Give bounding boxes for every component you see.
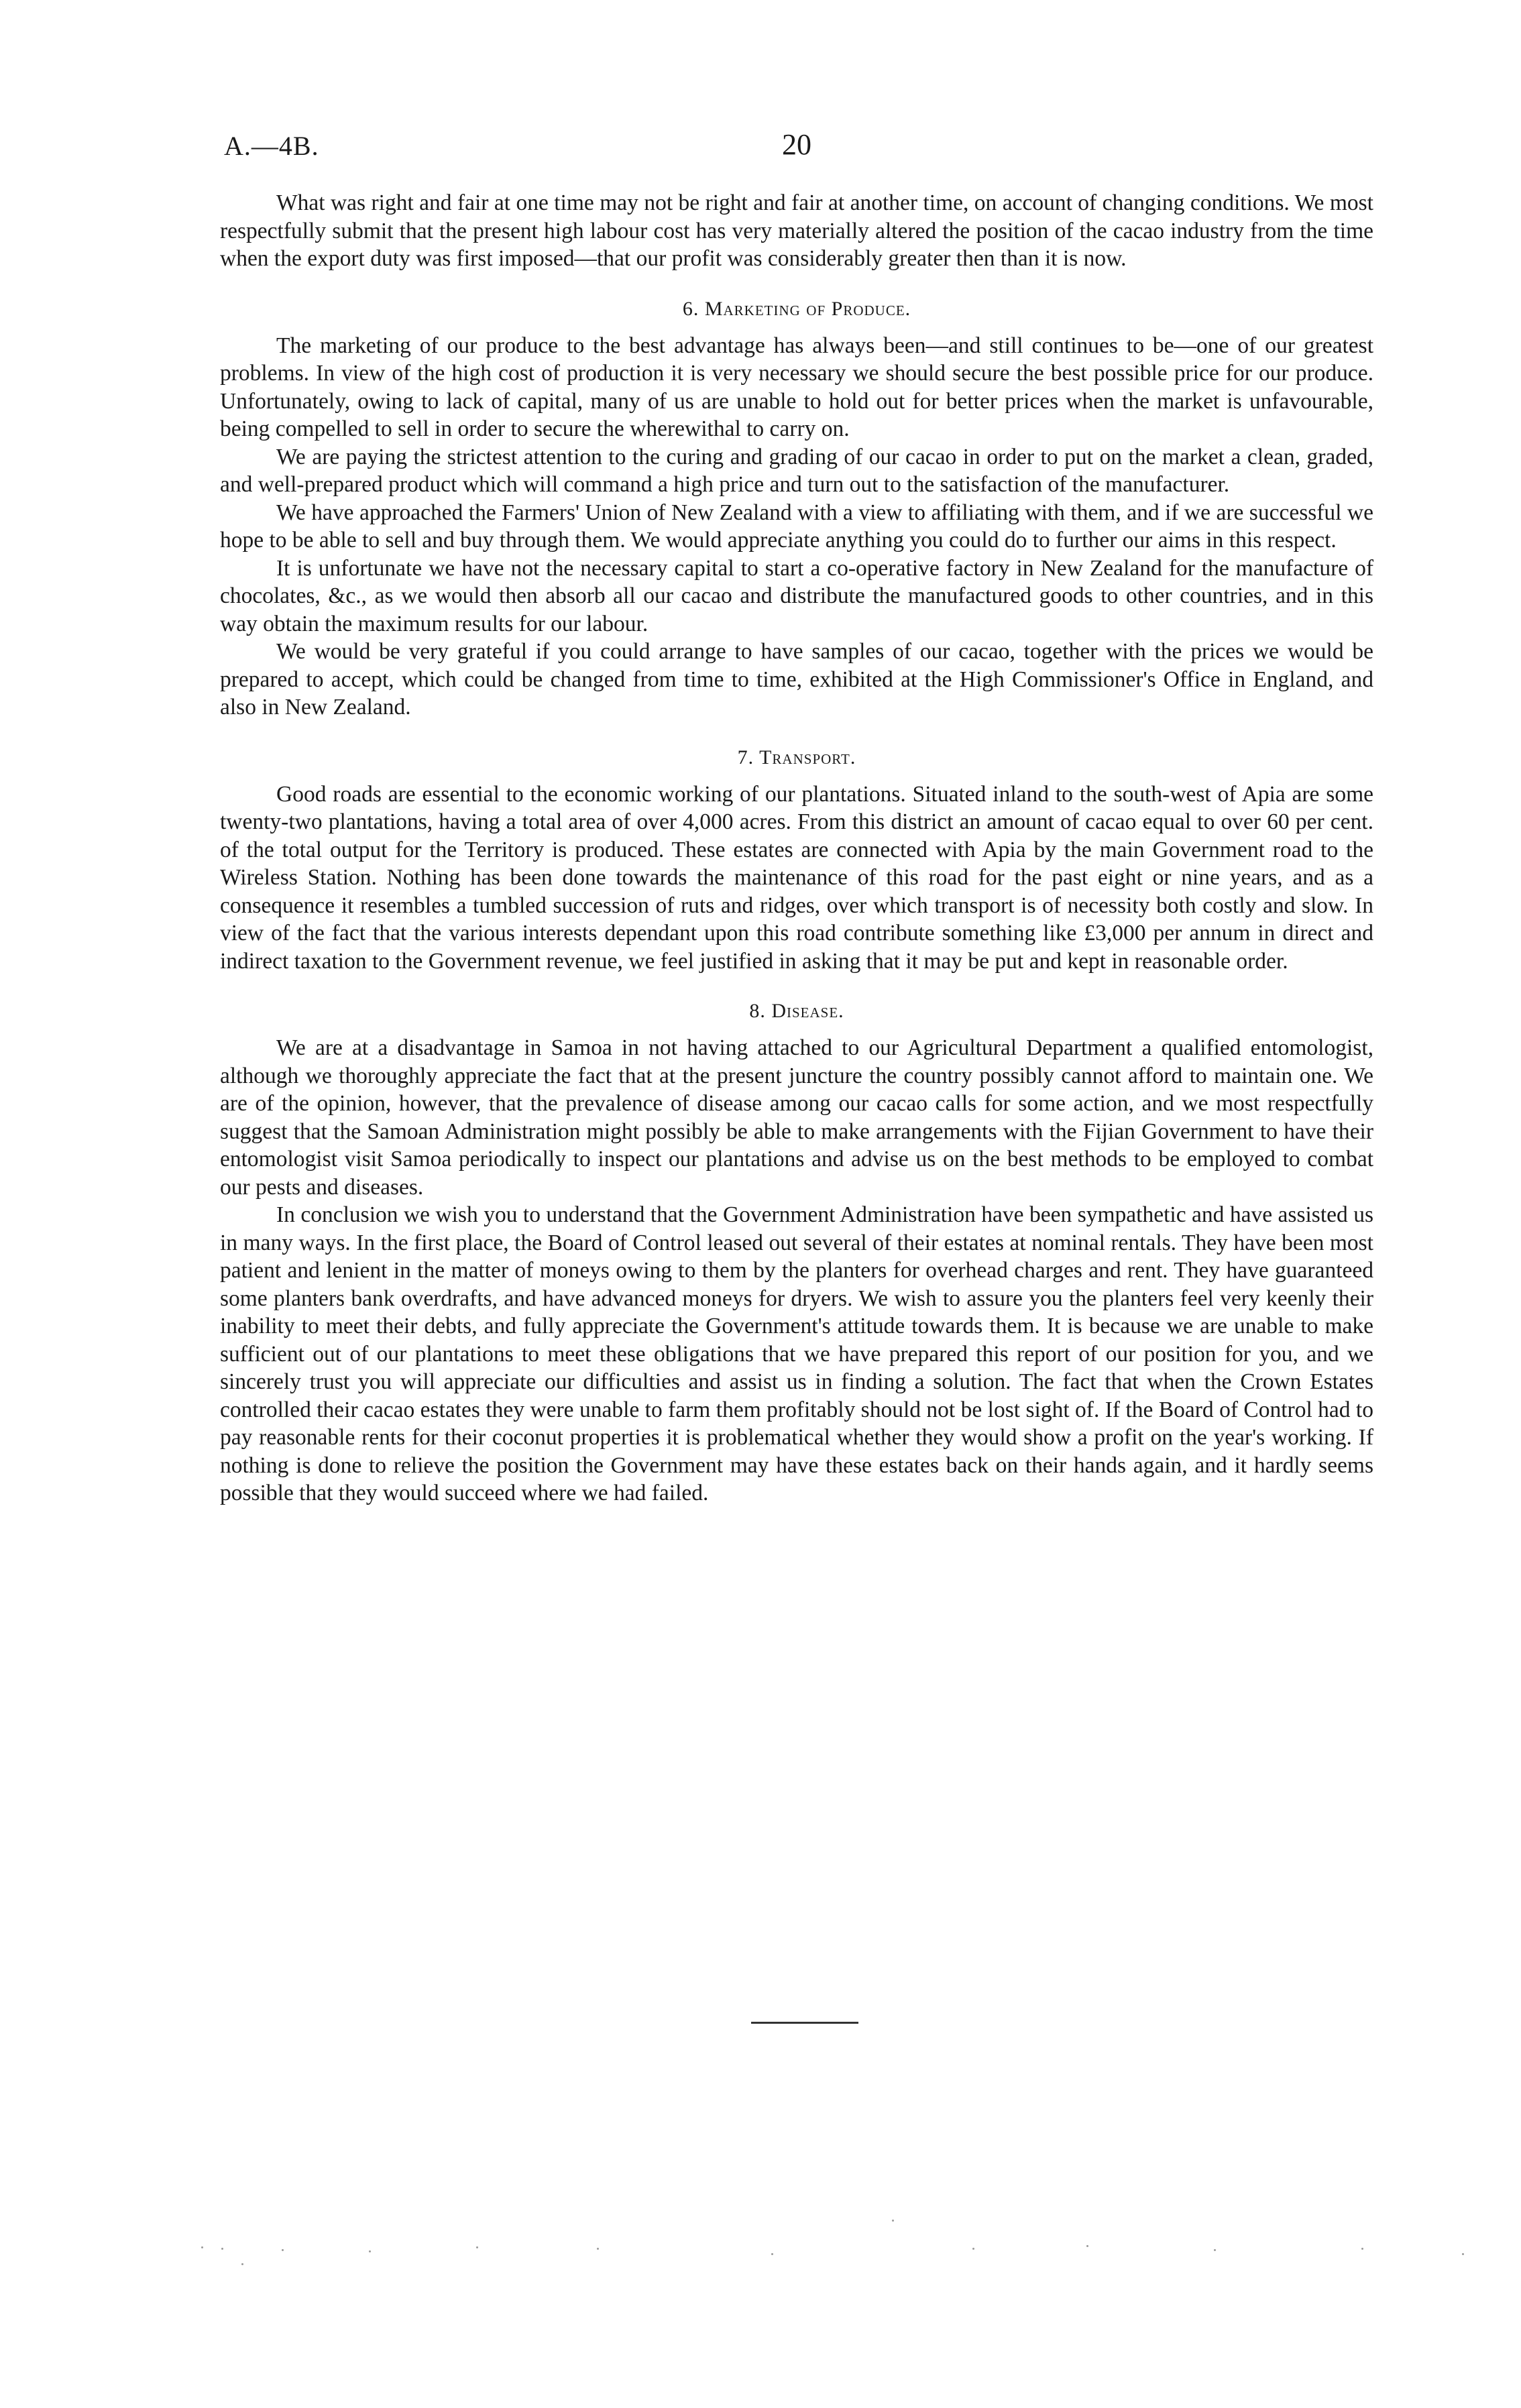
scan-speck <box>282 2249 284 2251</box>
section-marketing <box>220 296 1373 722</box>
scan-speck <box>369 2250 371 2252</box>
page-number: 20 <box>782 128 811 161</box>
document-reference: A.—4B. <box>224 131 319 161</box>
page-header <box>220 127 1373 174</box>
scan-speck <box>1214 2249 1216 2251</box>
paragraph: It is unfortunate we have not the necessary capital to start a co-operative factory in New Zealand for the manufacture of chocolates, &c., as we would then absorb all our cacao and distribute the manufactured goods to other countries, and in this way obtain the maximum results for our labour. <box>220 555 1373 636</box>
paragraph: The marketing of our produce to the best advantage has always been—and still continues to be—one of our greatest problems. In view of the high cost of production it is very necessary we should secure the best possible price for our produce. Unfortunately, owing to lack of capital, many of us are unable to hold out for better prices when the market is unfavourable, being compelled to sell in order to secure the wherewithal to carry on. <box>220 333 1373 441</box>
paragraph: We are at a disadvantage in Samoa in not having attached to our Agricultural Department a qualified entomologist, although we thoroughly appreciate the fact that at the present juncture the country possibly cannot afford to maintain one. We are of the opinion, however, that the prevalence of disease among our cacao calls for some action, and we most respectfully suggest that the Samoan Administration might possibly be able to make arrangements with the Fijian Government to have their entomologist visit Samoa periodically to inspect our plantations and advise us on the best methods to be employed to combat our pests and diseases. <box>220 1035 1373 1200</box>
section-transport <box>220 744 1373 976</box>
document-page <box>220 127 1373 1507</box>
paragraph: We would be very grateful if you could arrange to have samples of our cacao, together with the prices we would be prepared to accept, which could be changed from time to time, exhibited at the High Commissioner's Office in England, and also in New Zealand. <box>220 639 1373 720</box>
scan-speck <box>771 2253 773 2255</box>
scan-speck <box>1361 2248 1363 2250</box>
paragraph: We are paying the strictest attention to the curing and grading of our cacao in order to put on the market a clean, graded, and well-prepared product which will command a high price and turn out to the satisfaction of the manufacturer. <box>220 444 1373 497</box>
scan-speck <box>597 2248 599 2250</box>
paragraph: Good roads are essential to the economic working of our plantations. Situated inland to the south-west of Apia are some twenty-two plantations, having a total area of over 4,000 acres. From this district an amount of cacao equal to over 60 per cent. of the total output for the Territory is produced. These estates are connected with Apia by the main Government road to the Wireless Station. Nothing has been done towards the maintenance of this road for the past eight or nine years, and as a consequence it resembles a tumbled succession of ruts and ridges, over which transport is of necessity both costly and slow. In view of the fact that the various interests dependant upon this road contribute something like £3,000 per annum in direct and indirect taxation to the Government revenue, we feel justified in asking that it may be put and kept in reasonable order. <box>220 781 1373 974</box>
paragraph: In conclusion we wish you to understand that the Government Administration have been sympathetic and have assisted us in many ways. In the first place, the Board of Control leased out several of their estates at nominal rentals. They have been most patient and lenient in the matter of moneys owing to them by the planters for overhead charges and rent. They have guaranteed some planters bank overdrafts, and have advanced moneys for dryers. We wish to assure you the planters feel very keenly their inability to meet their debts, and fully appreciate the Government's attitude towards them. It is because we are unable to make sufficient out of our plantations to meet these obligations that we have prepared this report of our position for you, and we sincerely trust you will appreciate our difficulties and assist us in finding a solution. The fact that when the Crown Estates controlled their cacao estates they were unable to farm them profitably should not be lost sight of. If the Board of Control had to pay reasonable rents for their coconut properties it is problematical whether they would show a profit on the year's working. If nothing is done to relieve the position the Government may have these estates back on their hands again, and it hardly seems possible that they would succeed where we had failed. <box>220 1202 1373 1505</box>
intro-paragraph: What was right and fair at one time may not be right and fair at another time, on account of changing conditions. We most respectfully submit that the present high labour cost has very materially altered the position of the cacao industry from the time when the export duty was first imposed—that our profit was considerably greater then than it is now. <box>220 190 1373 271</box>
scan-speck <box>972 2248 974 2250</box>
scan-speck <box>1462 2253 1464 2255</box>
scan-speck <box>221 2248 223 2250</box>
closing-rule <box>751 2022 858 2024</box>
scan-speck <box>476 2246 478 2248</box>
paragraph: We have approached the Farmers' Union of New Zealand with a view to affiliating with them, and if we are successful we hope to be able to sell and buy through them. We would appreciate anything you could do to further our aims in this respect. <box>220 500 1373 553</box>
scan-specks <box>194 2206 1469 2287</box>
section-heading: 8. Disease. <box>749 1000 844 1022</box>
section-heading: 6. Marketing of Produce. <box>682 297 911 320</box>
scan-speck <box>1086 2245 1088 2247</box>
scan-speck <box>201 2246 203 2248</box>
section-heading: 7. Transport. <box>737 746 856 768</box>
scan-speck <box>892 2220 894 2222</box>
scan-speck <box>241 2263 243 2265</box>
section-disease <box>220 998 1373 1507</box>
